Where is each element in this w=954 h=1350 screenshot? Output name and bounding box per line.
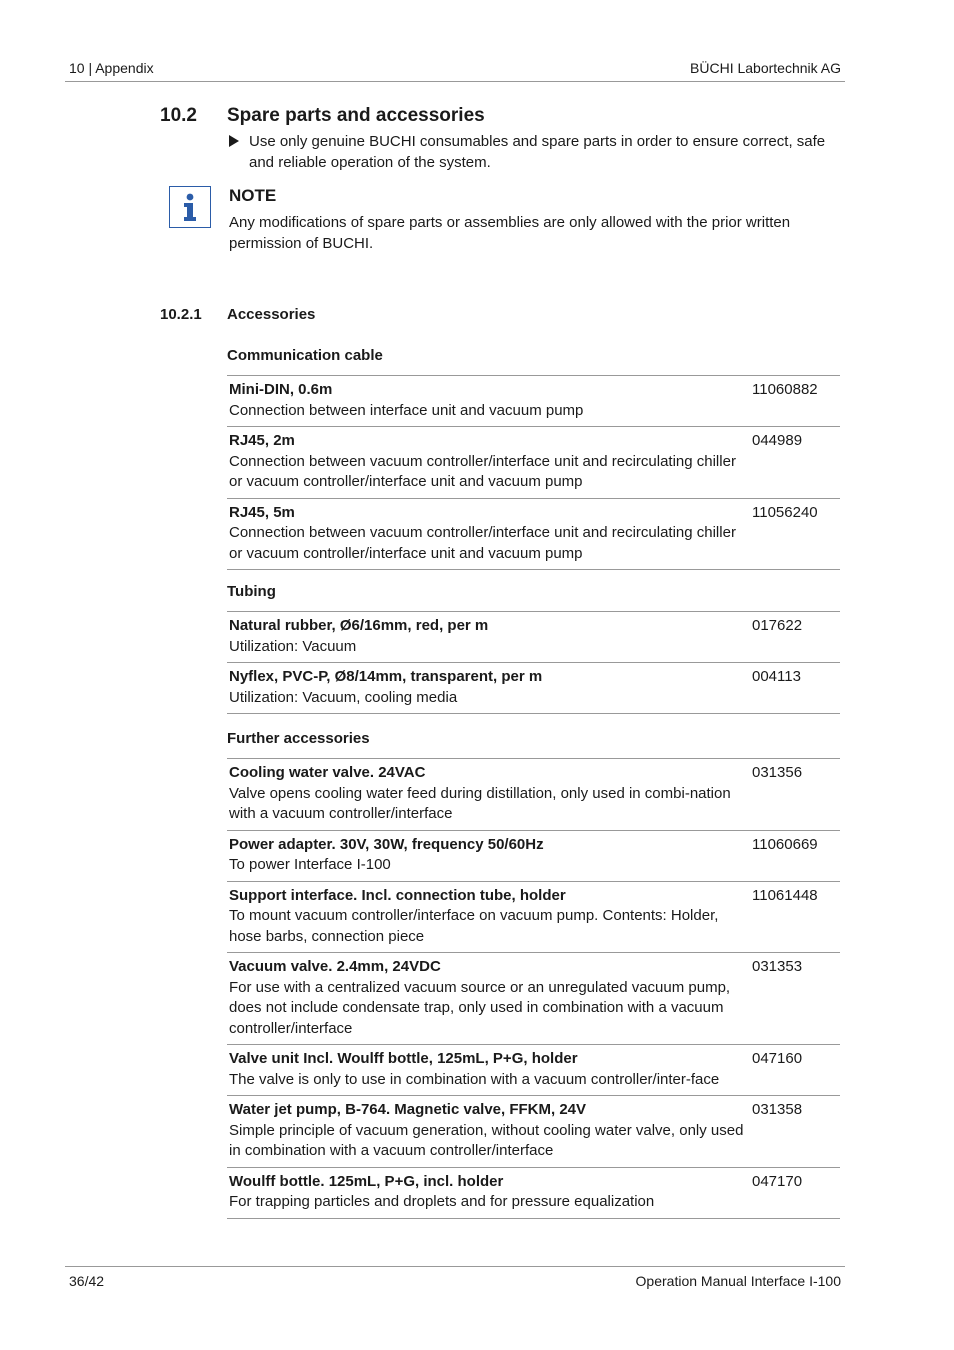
part-name: Valve unit Incl. Woulff bottle, 125mL, P+G, holder [229,1050,578,1067]
section-number: 10.2 [160,105,197,126]
table-row [227,882,840,954]
part-description: Connection between vacuum controller/interface unit and recirculating chiller or vacuum controller/interface unit and vacuum pump [229,452,736,490]
page-footer [65,1266,845,1289]
part-description: For use with a centralized vacuum source or an unregulated vacuum pump, does not include condensate trap, only used in combination with a vacuum controller/interface [229,978,731,1037]
part-number: 11060882 [752,381,818,398]
part-description: The valve is only to use in combination with a vacuum controller/inter-face [229,1070,720,1088]
subsection-number: 10.2.1 [160,306,202,323]
table-row [227,953,840,1045]
parts-table-tubing [227,611,840,714]
part-number: 031356 [752,764,803,781]
note-title: NOTE [229,186,277,205]
part-description: Valve opens cooling water feed during distillation, only used in combi-nation with a vacuum controller/interface [229,784,731,822]
part-name: Nyflex, PVC-P, Ø8/14mm, transparent, per m [229,668,543,685]
part-description: Utilization: Vacuum, cooling media [229,688,458,706]
part-name: RJ45, 5m [229,503,295,521]
part-number: 11061448 [752,886,818,904]
part-number: 047170 [752,1172,803,1190]
group-title-communication-cable: Communication cable [227,347,383,364]
part-description: Utilization: Vacuum [229,637,357,655]
table-row [227,376,840,427]
part-description: To power Interface I-100 [229,856,391,873]
part-name: Support interface. Incl. connection tube, holder [229,886,566,904]
part-name: Mini-DIN, 0.6m [229,381,333,398]
page-number: 36/42 [69,1273,105,1289]
part-name: Cooling water valve. 24VAC [229,764,426,781]
part-number: 031358 [752,1101,803,1118]
part-description: Connection between interface unit and vacuum pump [229,401,584,419]
table-row [227,1168,840,1219]
part-name: Power adapter. 30V, 30W, frequency 50/60Hz [229,835,544,853]
part-number: 044989 [752,432,803,449]
instruction [229,131,839,173]
table-row [227,759,840,831]
header-company: BÜCHI Labortechnik AG [690,60,841,76]
part-number: 004113 [752,668,801,685]
part-number: 017622 [752,617,803,634]
table-row [227,499,840,571]
instruction-text: Use only genuine BUCHI consumables and spare parts in order to ensure correct, safe and reliable operation of the system. [249,133,826,171]
note-text: Any modifications of spare parts or assemblies are only allowed with the prior written permission of BUCHI. [229,214,791,252]
page-header [65,59,845,82]
header-chapter: 10 | Appendix [69,60,154,76]
parts-table-communication-cable [227,375,840,570]
part-description: Simple principle of vacuum generation, without cooling water valve, only used in combination with a vacuum controller/interface [229,1121,744,1159]
subsection-title: Accessories [227,306,316,323]
arrow-right-icon [229,135,239,147]
group-title-further-accessories: Further accessories [227,730,370,747]
table-row [227,663,840,714]
part-number: 11056240 [752,503,818,521]
table-row [227,1096,840,1168]
part-name: Vacuum valve. 2.4mm, 24VDC [229,958,441,975]
part-name: Woulff bottle. 125mL, P+G, incl. holder [229,1172,504,1190]
section-title: Spare parts and accessories [227,105,485,126]
document-title: Operation Manual Interface I-100 [635,1273,841,1289]
table-row [227,612,840,663]
part-number: 047160 [752,1050,803,1067]
part-description: To mount vacuum controller/interface on vacuum pump. Contents: Holder, hose barbs, connection piece [229,907,719,945]
info-icon [169,186,211,228]
part-description: For trapping particles and droplets and for pressure equalization [229,1193,655,1210]
group-title-tubing: Tubing [227,583,276,600]
table-row [227,831,840,882]
part-number: 11060669 [752,835,818,853]
table-row [227,1045,840,1096]
part-description: Connection between vacuum controller/interface unit and recirculating chiller or vacuum controller/interface unit and vacuum pump [229,524,736,562]
part-number: 031353 [752,958,803,975]
table-row [227,427,840,499]
part-name: Natural rubber, Ø6/16mm, red, per m [229,617,489,634]
part-name: Water jet pump, B-764. Magnetic valve, FFKM, 24V [229,1101,587,1118]
parts-table-further-accessories [227,758,840,1219]
part-name: RJ45, 2m [229,432,295,449]
